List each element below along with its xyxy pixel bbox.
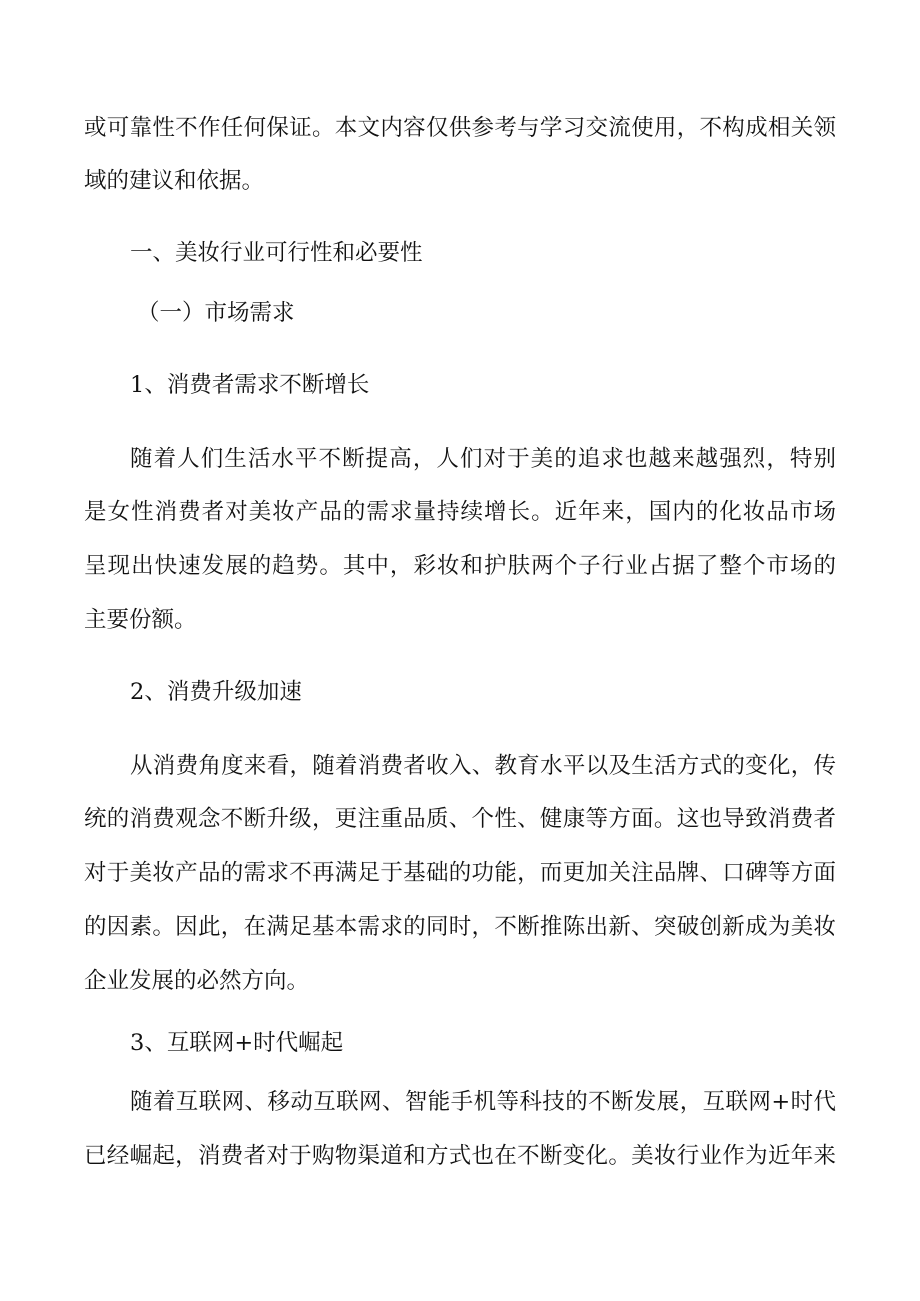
paragraph-line: 企业发展的必然方向。: [84, 968, 310, 994]
item-heading: 3、互联网+时代崛起: [130, 1030, 344, 1056]
paragraph-line: 呈现出快速发展的趋势。其中，彩妆和护肤两个子行业占据了整个市场的: [84, 553, 836, 579]
paragraph-line: 的因素。因此，在满足基本需求的同时，不断推陈出新、突破创新成为美妆: [84, 914, 836, 940]
item-heading: 2、消费升级加速: [130, 679, 302, 705]
subsection-heading: （一）市场需求: [137, 300, 295, 326]
paragraph-line: 统的消费观念不断升级，更注重品质、个性、健康等方面。这也导致消费者: [84, 806, 836, 832]
item-heading: 1、消费者需求不断增长: [130, 372, 370, 398]
paragraph-line: 已经崛起，消费者对于购物渠道和方式也在不断变化。美妆行业作为近年来: [84, 1143, 836, 1169]
paragraph-line: 随着互联网、移动互联网、智能手机等科技的不断发展，互联网+时代: [130, 1089, 836, 1115]
paragraph-line: 对于美妆产品的需求不再满足于基础的功能，而更加关注品牌、口碑等方面: [84, 860, 836, 886]
paragraph-line: 主要份额。: [84, 607, 197, 633]
intro-line: 或可靠性不作任何保证。本文内容仅供参考与学习交流使用，不构成相关领: [84, 115, 836, 141]
paragraph-line: 是女性消费者对美妆产品的需求量持续增长。近年来，国内的化妆品市场: [84, 499, 836, 525]
intro-line: 域的建议和依据。: [84, 168, 265, 194]
paragraph-line: 从消费角度来看，随着消费者收入、教育水平以及生活方式的变化，传: [130, 753, 836, 779]
section-heading: 一、美妆行业可行性和必要性: [130, 240, 423, 266]
paragraph-line: 随着人们生活水平不断提高，人们对于美的追求也越来越强烈，特别: [130, 446, 836, 472]
